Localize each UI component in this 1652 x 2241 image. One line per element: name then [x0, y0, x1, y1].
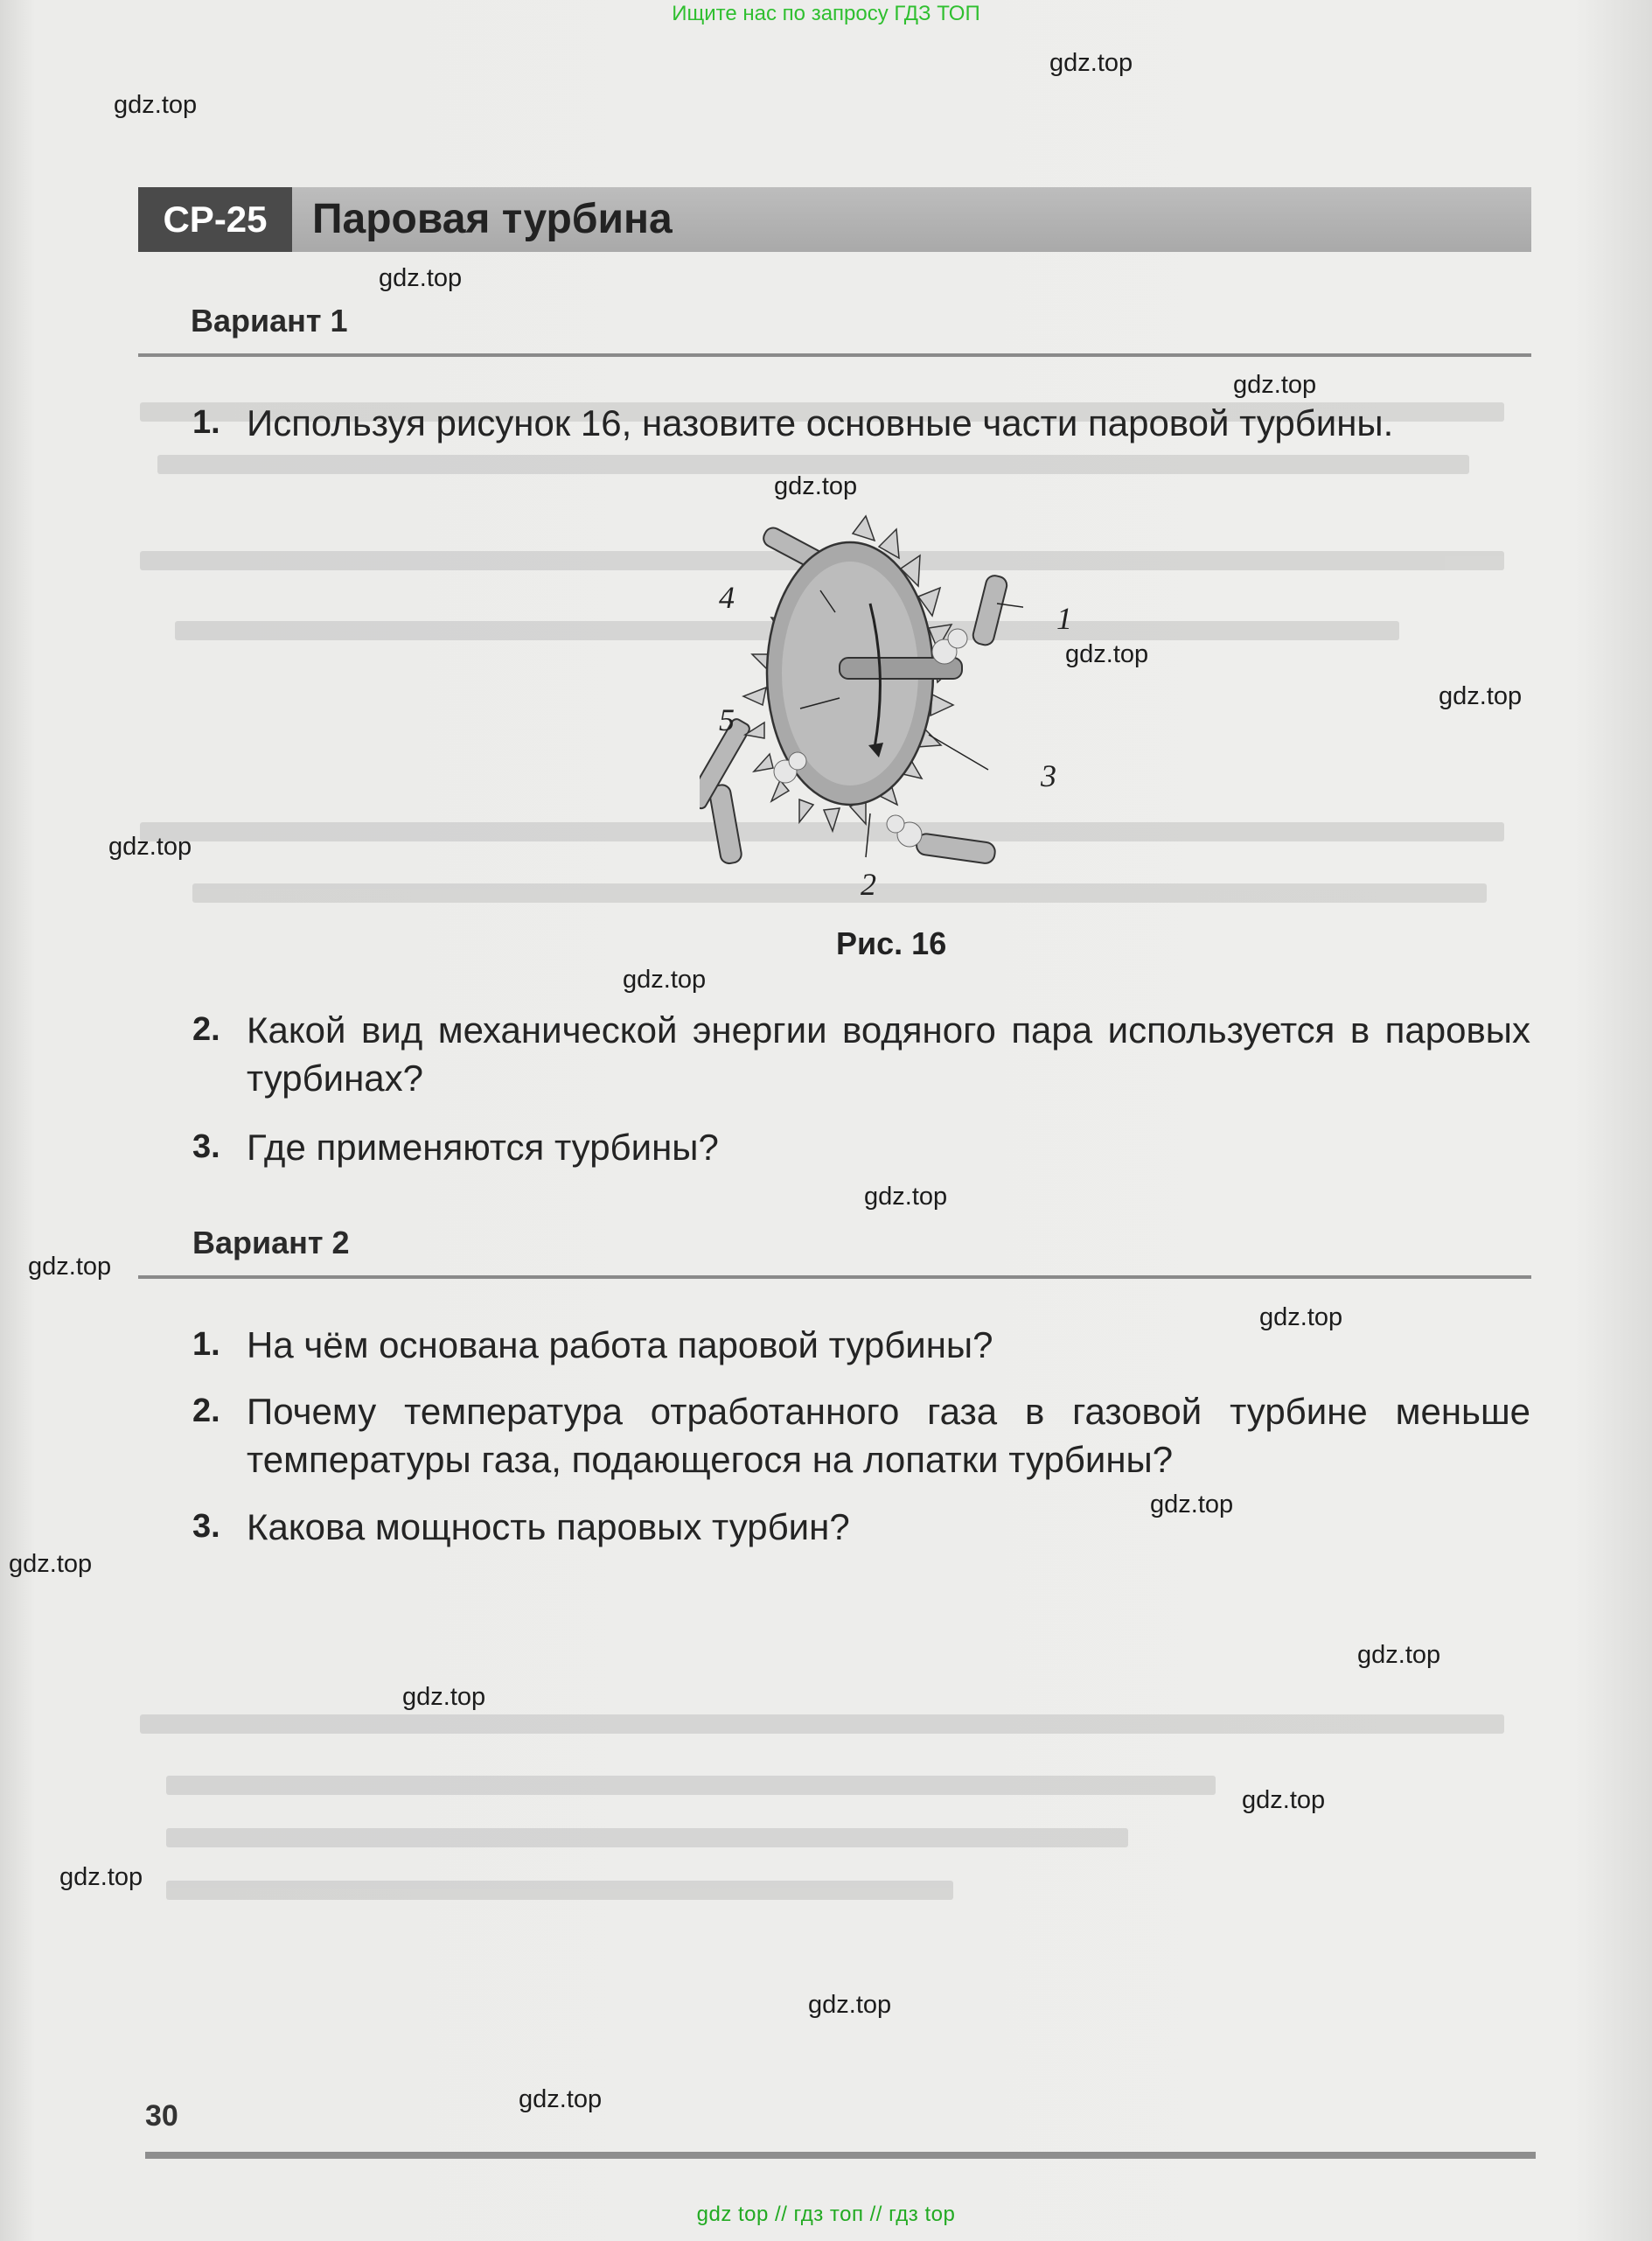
question-number: 1. — [192, 1326, 220, 1363]
question-v1-3 — [192, 1123, 1530, 1171]
watermark: gdz.top — [379, 264, 463, 292]
question-v2-3 — [192, 1503, 1530, 1551]
watermark: gdz.top — [108, 833, 192, 861]
watermark: gdz.top — [114, 91, 198, 119]
watermark: gdz.top — [1357, 1641, 1441, 1669]
footer-rule — [145, 2152, 1536, 2159]
watermark: gdz.top — [1233, 371, 1317, 399]
top-banner[interactable]: Ищите нас по запросу ГДЗ ТОП — [672, 2, 980, 25]
watermark: gdz.top — [59, 1863, 143, 1891]
question-number: 2. — [192, 1393, 220, 1429]
figure-label-4: 4 — [719, 580, 735, 615]
question-text: Где применяются турбины? — [247, 1127, 719, 1168]
watermark: gdz.top — [1242, 1786, 1326, 1814]
watermark: gdz.top — [28, 1253, 112, 1281]
watermark: gdz.top — [623, 966, 707, 994]
question-text: Используя рисунок 16, назовите основные части паровой турбины. — [247, 402, 1394, 443]
question-text: На чём основана работа паровой турбины? — [247, 1324, 993, 1365]
variant-1-rule — [138, 353, 1531, 357]
question-v1-1 — [192, 399, 1530, 447]
variant-2-rule — [138, 1275, 1531, 1279]
watermark: gdz.top — [808, 1991, 892, 2019]
turbine-figure — [700, 499, 1023, 910]
question-v2-1 — [192, 1321, 1530, 1369]
variant-1-title: Вариант 1 — [191, 303, 348, 339]
watermark: gdz.top — [774, 472, 858, 500]
question-v2-2 — [192, 1387, 1530, 1484]
question-number: 3. — [192, 1508, 220, 1545]
watermark: gdz.top — [519, 2085, 603, 2113]
variant-2-title: Вариант 2 — [192, 1225, 350, 1260]
watermark: gdz.top — [1150, 1491, 1234, 1518]
question-text: Почему температура отработанного газа в газовой турбине меньше температуры газа, подающегося на лопатки турбины? — [247, 1391, 1530, 1480]
figure-label-3: 3 — [1041, 758, 1056, 793]
watermark: gdz.top — [1259, 1303, 1343, 1331]
section-title: Паровая турбина — [312, 196, 673, 242]
watermark: gdz.top — [9, 1550, 93, 1578]
page-number: 30 — [145, 2099, 178, 2133]
figure-label-5: 5 — [719, 702, 735, 737]
question-number: 2. — [192, 1011, 220, 1048]
section-code: СР-25 — [138, 187, 292, 252]
question-v1-2 — [192, 1006, 1530, 1102]
watermark: gdz.top — [1049, 49, 1133, 77]
question-text: Какова мощность паровых турбин? — [247, 1506, 850, 1547]
figure-label-2: 2 — [861, 867, 876, 902]
question-number: 3. — [192, 1128, 220, 1165]
question-text: Какой вид механической энергии водяного пара используется в паровых турбинах? — [247, 1009, 1530, 1099]
figure-caption: Рис. 16 — [836, 925, 947, 961]
watermark: gdz.top — [1065, 640, 1149, 668]
question-number: 1. — [192, 404, 220, 441]
watermark: gdz.top — [864, 1183, 948, 1211]
bottom-banner[interactable]: gdz top // гдз топ // гдз top — [696, 2203, 956, 2226]
watermark: gdz.top — [402, 1683, 486, 1711]
watermark: gdz.top — [1439, 682, 1523, 710]
figure-label-1: 1 — [1056, 601, 1072, 636]
